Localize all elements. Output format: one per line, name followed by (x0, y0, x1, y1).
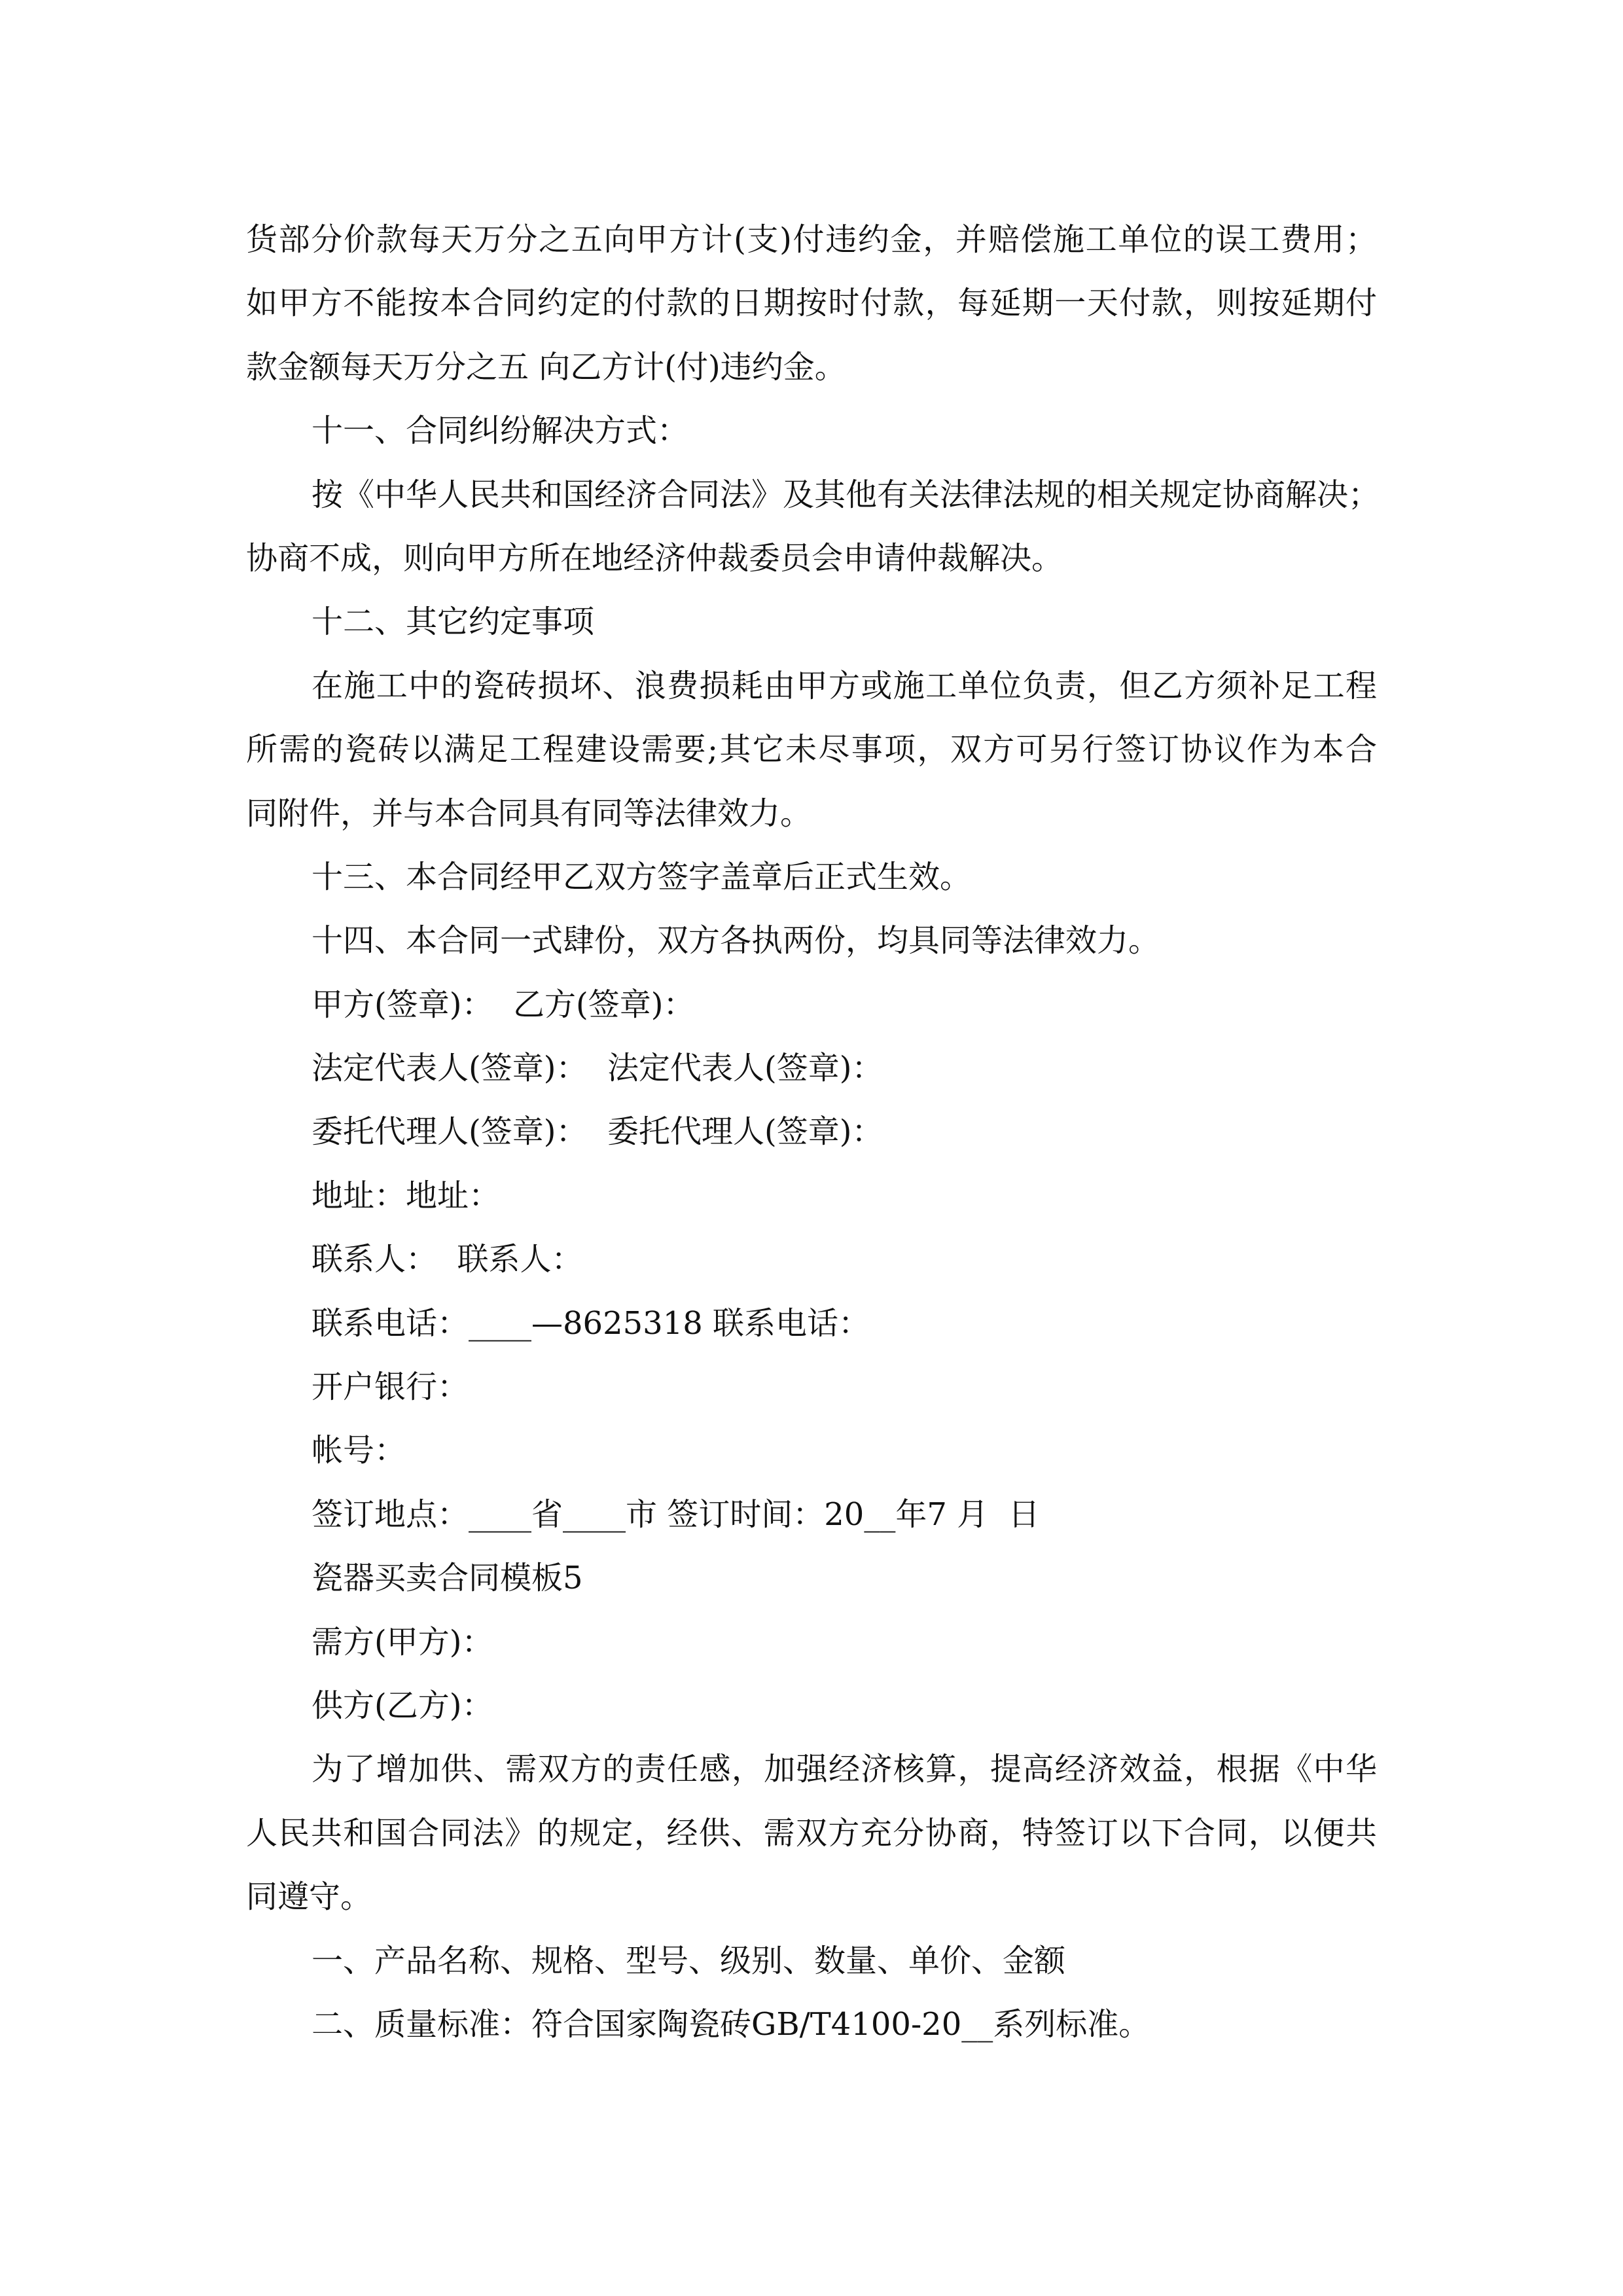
text-line: 甲方(签章)： 乙方(签章)： (312, 986, 695, 1023)
text-line: 十四、本合同一式肆份，双方各执两份，均具同等法律效力。 (312, 922, 1160, 960)
text-line: 协商不成，则向甲方所在地经济仲裁委员会申请仲裁解决。 (246, 539, 1063, 577)
text-line: 十三、本合同经甲乙双方签字盖章后正式生效。 (312, 858, 972, 895)
text-line: 瓷器买卖合同模板5 (312, 1560, 583, 1597)
text-line: 一、产品名称、规格、型号、级别、数量、单价、金额 (312, 1942, 1066, 1979)
text-line: 为了增加供、需双方的责任感，加强经济核算，提高经济效益，根据《中华 (312, 1751, 1377, 1788)
text-line: 地址：地址： (312, 1177, 501, 1214)
text-line: 十二、其它约定事项 (312, 603, 595, 641)
text-line: 按《中华人民共和国经济合同法》及其他有关法律法规的相关规定协商解决； (312, 476, 1380, 513)
text-line: 同附件，并与本合同具有同等法律效力。 (246, 795, 812, 832)
text-line: 人民共和国合同法》的规定，经供、需双方充分协商，特签订以下合同，以便共 (246, 1814, 1377, 1852)
text-line: 需方(甲方)： (312, 1623, 493, 1660)
text-line: 签订地点：____省____市 签订时间：20__年7 月 日 (312, 1496, 1040, 1533)
text-line: 帐号： (312, 1432, 406, 1469)
text-line: 同遵守。 (246, 1878, 372, 1916)
text-line: 法定代表人(签章)： 法定代表人(签章)： (312, 1050, 883, 1087)
document-body (246, 208, 1380, 2056)
text-line: 如甲方不能按本合同约定的付款的日期按时付款，每延期一天付款，则按延期付 (246, 285, 1377, 322)
text-line: 在施工中的瓷砖损坏、浪费损耗由甲方或施工单位负责，但乙方须补足工程 (312, 667, 1377, 704)
text-line: 联系电话：____—8625318 联系电话： (312, 1304, 870, 1342)
text-line: 货部分价款每天万分之五向甲方计(支)付违约金，并赔偿施工单位的误工费用； (246, 221, 1377, 258)
text-line: 委托代理人(签章)： 委托代理人(签章)： (312, 1113, 883, 1151)
text-line: 联系人： 联系人： (312, 1241, 583, 1278)
text-line: 开户银行： (312, 1369, 469, 1406)
text-line: 所需的瓷砖以满足工程建设需要;其它未尽事项，双方可另行签订协议作为本合 (246, 731, 1377, 768)
text-line: 十一、合同纠纷解决方式： (312, 412, 689, 450)
text-line: 供方(乙方)： (312, 1687, 493, 1724)
text-line: 款金额每天万分之五 向乙方计(付)违约金。 (246, 348, 846, 386)
text-line: 二、质量标准：符合国家陶瓷砖GB/T4100-20__系列标准。 (312, 2005, 1150, 2043)
